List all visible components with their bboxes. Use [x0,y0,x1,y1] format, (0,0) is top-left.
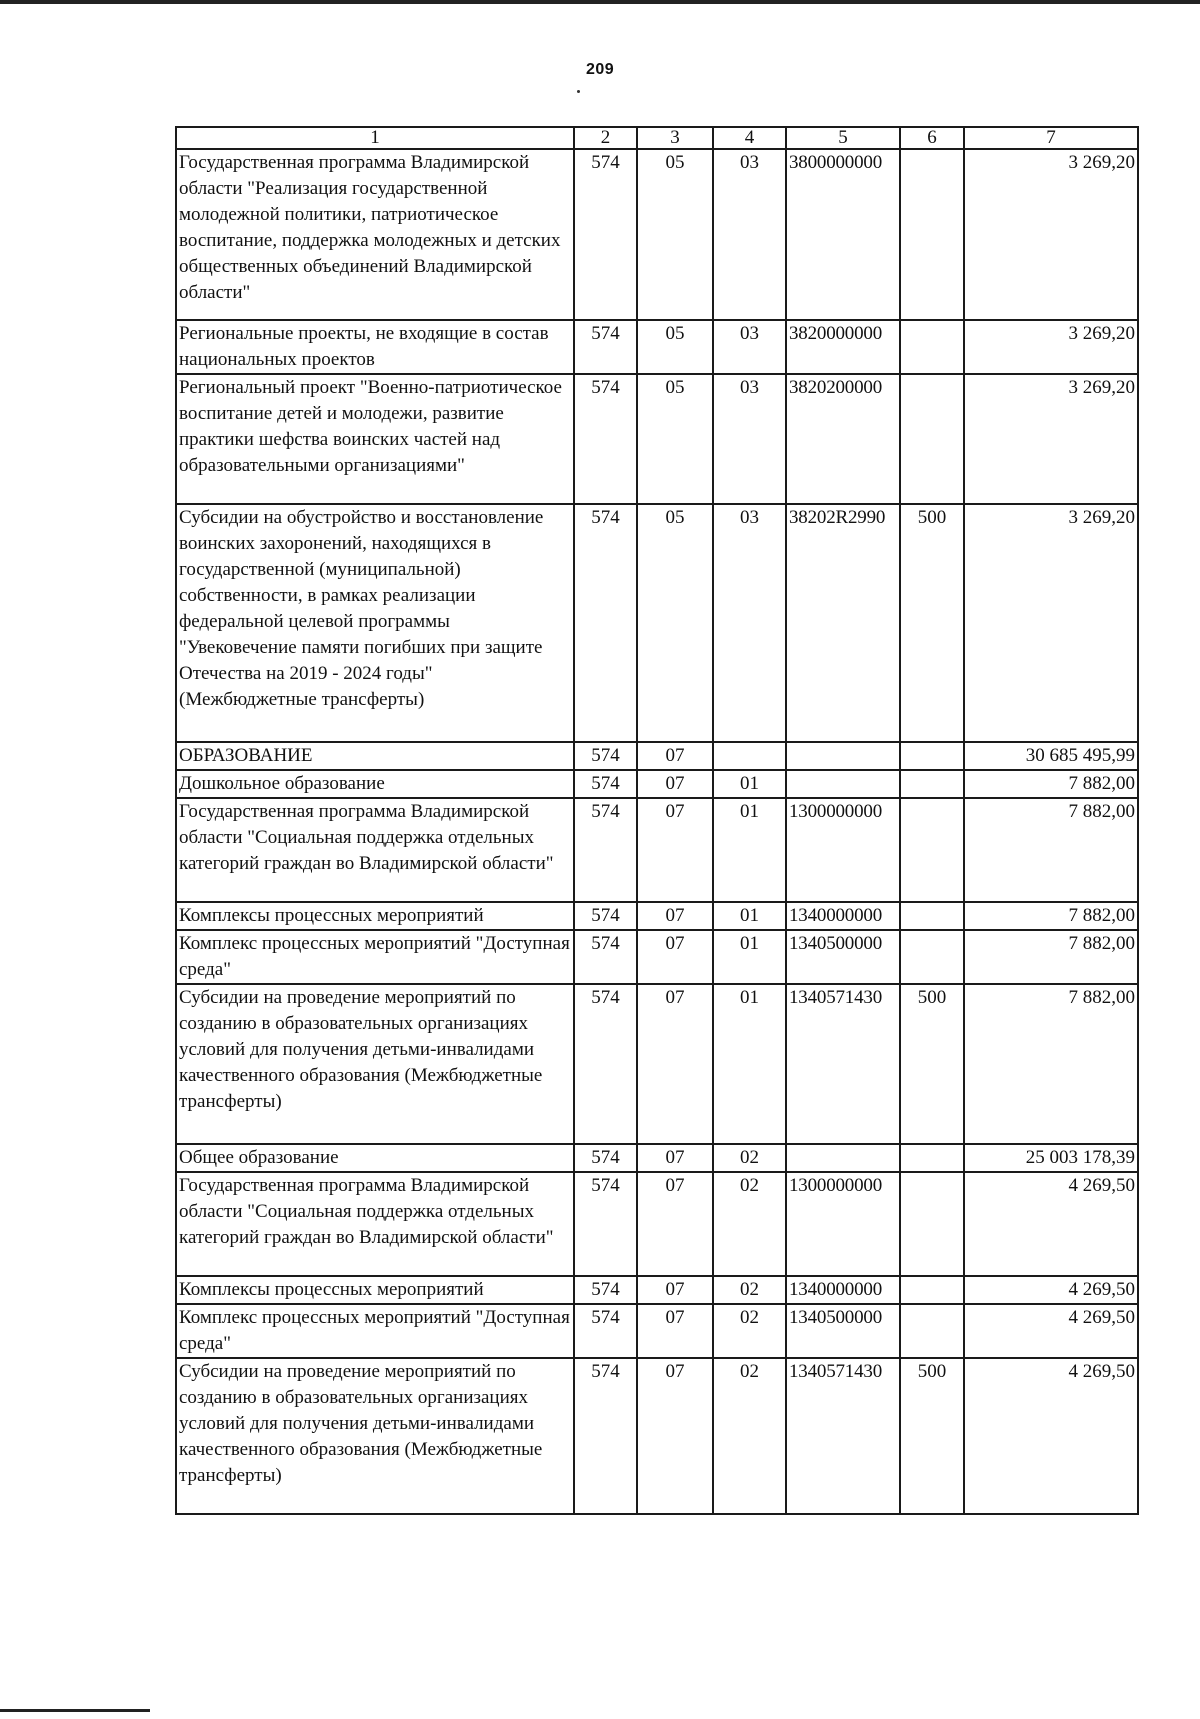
row-name-cell: Комплекс процессных мероприятий "Доступная среда" [176,1304,574,1358]
row-target-article-cell [786,742,900,770]
row-subsection-cell [713,742,786,770]
row-expense-type-cell [900,149,964,320]
row-subsection-cell: 03 [713,504,786,742]
table-row [176,984,1138,1144]
row-name-cell: Общее образование [176,1144,574,1172]
table-row [176,770,1138,798]
row-target-article-cell: 1340571430 [786,1358,900,1514]
header-cell-2: 2 [574,127,637,149]
page-number-mark [577,90,580,93]
row-name-cell: Субсидии на обустройство и восстановление воинских захоронений, находящихся в государственной (муниципальной) собственности, в рамках реализации федеральной целевой программы "Увековечение памяти погибших при защите Отечества на 2019 - 2024 годы" (Межбюджетные трансферты) [176,504,574,742]
bottom-scan-edge [0,1709,150,1712]
row-subsection-cell: 02 [713,1276,786,1304]
row-code-cell: 574 [574,930,637,984]
row-amount-cell: 4 269,50 [964,1276,1138,1304]
row-expense-type-cell: 500 [900,1358,964,1514]
row-target-article-cell: 3820200000 [786,374,900,504]
row-amount-cell: 7 882,00 [964,930,1138,984]
row-code-cell: 574 [574,1358,637,1514]
row-target-article-cell: 38202R2990 [786,504,900,742]
row-target-article-cell: 3820000000 [786,320,900,374]
row-section-cell: 07 [637,1172,713,1276]
table-row [176,320,1138,374]
row-amount-cell: 7 882,00 [964,902,1138,930]
row-expense-type-cell [900,320,964,374]
row-target-article-cell: 1340000000 [786,902,900,930]
row-expense-type-cell [900,1144,964,1172]
row-target-article-cell: 1300000000 [786,798,900,902]
table-row [176,1304,1138,1358]
table-row [176,504,1138,742]
row-amount-cell: 3 269,20 [964,320,1138,374]
row-name-cell: Дошкольное образование [176,770,574,798]
row-section-cell: 05 [637,504,713,742]
row-section-cell: 05 [637,374,713,504]
row-section-cell: 07 [637,1276,713,1304]
row-amount-cell: 7 882,00 [964,798,1138,902]
row-expense-type-cell [900,770,964,798]
row-section-cell: 07 [637,1304,713,1358]
row-name-cell: Государственная программа Владимирской области "Реализация государственной молодежной политики, патриотическое воспитание, поддержка молодежных и детских общественных объединений Владимирской области" [176,149,574,320]
row-name-cell: Комплекс процессных мероприятий "Доступная среда" [176,930,574,984]
table-header-row [176,127,1138,149]
row-code-cell: 574 [574,149,637,320]
row-code-cell: 574 [574,770,637,798]
row-code-cell: 574 [574,1172,637,1276]
row-section-cell: 07 [637,1358,713,1514]
row-amount-cell: 25 003 178,39 [964,1144,1138,1172]
row-expense-type-cell [900,1172,964,1276]
header-cell-3: 3 [637,127,713,149]
row-subsection-cell: 01 [713,930,786,984]
row-amount-cell: 4 269,50 [964,1358,1138,1514]
row-target-article-cell [786,770,900,798]
row-expense-type-cell [900,1276,964,1304]
row-name-cell: Региональный проект "Военно-патриотическое воспитание детей и молодежи, развитие практики шефства воинских частей над образовательными организациями" [176,374,574,504]
row-expense-type-cell [900,902,964,930]
row-name-cell: Государственная программа Владимирской области "Социальная поддержка отдельных категорий граждан во Владимирской области" [176,798,574,902]
header-cell-1: 1 [176,127,574,149]
row-amount-cell: 4 269,50 [964,1172,1138,1276]
row-expense-type-cell [900,1304,964,1358]
row-section-cell: 07 [637,770,713,798]
top-border-line [0,0,1200,4]
row-subsection-cell: 02 [713,1358,786,1514]
row-section-cell: 07 [637,742,713,770]
page-number: 209 [586,61,615,78]
row-subsection-cell: 01 [713,984,786,1144]
table-row [176,149,1138,320]
table-row [176,1358,1138,1514]
row-code-cell: 574 [574,984,637,1144]
row-code-cell: 574 [574,1276,637,1304]
row-expense-type-cell: 500 [900,984,964,1144]
row-subsection-cell: 03 [713,149,786,320]
row-amount-cell: 3 269,20 [964,149,1138,320]
row-code-cell: 574 [574,798,637,902]
row-name-cell: Комплексы процессных мероприятий [176,902,574,930]
table-row [176,1172,1138,1276]
row-section-cell: 07 [637,1144,713,1172]
table-row [176,1276,1138,1304]
row-target-article-cell [786,1144,900,1172]
row-target-article-cell: 1340000000 [786,1276,900,1304]
row-expense-type-cell [900,930,964,984]
row-target-article-cell: 1340500000 [786,1304,900,1358]
row-expense-type-cell: 500 [900,504,964,742]
row-subsection-cell: 02 [713,1144,786,1172]
table-row [176,798,1138,902]
row-expense-type-cell [900,742,964,770]
row-section-cell: 07 [637,902,713,930]
row-code-cell: 574 [574,742,637,770]
row-section-cell: 05 [637,149,713,320]
row-code-cell: 574 [574,374,637,504]
row-name-cell: Государственная программа Владимирской области "Социальная поддержка отдельных категорий граждан во Владимирской области" [176,1172,574,1276]
row-code-cell: 574 [574,1144,637,1172]
row-code-cell: 574 [574,320,637,374]
table-row [176,374,1138,504]
row-amount-cell: 7 882,00 [964,770,1138,798]
table-row [176,930,1138,984]
row-name-cell: Субсидии на проведение мероприятий по созданию в образовательных организациях условий для получения детьми-инвалидами качественного образования (Межбюджетные трансферты) [176,1358,574,1514]
table-row [176,902,1138,930]
header-cell-5: 5 [786,127,900,149]
row-name-cell: Субсидии на проведение мероприятий по созданию в образовательных организациях условий для получения детьми-инвалидами качественного образования (Межбюджетные трансферты) [176,984,574,1144]
row-amount-cell: 3 269,20 [964,504,1138,742]
row-amount-cell: 7 882,00 [964,984,1138,1144]
row-subsection-cell: 01 [713,798,786,902]
row-subsection-cell: 01 [713,770,786,798]
row-section-cell: 07 [637,984,713,1144]
row-subsection-cell: 03 [713,320,786,374]
row-code-cell: 574 [574,504,637,742]
row-target-article-cell: 1340571430 [786,984,900,1144]
row-code-cell: 574 [574,902,637,930]
header-cell-4: 4 [713,127,786,149]
row-target-article-cell: 1340500000 [786,930,900,984]
row-subsection-cell: 01 [713,902,786,930]
row-expense-type-cell [900,374,964,504]
row-amount-cell: 3 269,20 [964,374,1138,504]
row-subsection-cell: 03 [713,374,786,504]
row-expense-type-cell [900,798,964,902]
row-amount-cell: 4 269,50 [964,1304,1138,1358]
row-target-article-cell: 1300000000 [786,1172,900,1276]
table-row [176,1144,1138,1172]
table-row [176,742,1138,770]
row-name-cell: Комплексы процессных мероприятий [176,1276,574,1304]
row-subsection-cell: 02 [713,1304,786,1358]
row-section-cell: 07 [637,798,713,902]
row-section-cell: 07 [637,930,713,984]
row-amount-cell: 30 685 495,99 [964,742,1138,770]
row-code-cell: 574 [574,1304,637,1358]
row-section-cell: 05 [637,320,713,374]
row-name-cell: Региональные проекты, не входящие в состав национальных проектов [176,320,574,374]
row-target-article-cell: 3800000000 [786,149,900,320]
budget-table [175,126,1139,1515]
row-subsection-cell: 02 [713,1172,786,1276]
row-name-cell: ОБРАЗОВАНИЕ [176,742,574,770]
header-cell-6: 6 [900,127,964,149]
header-cell-7: 7 [964,127,1138,149]
